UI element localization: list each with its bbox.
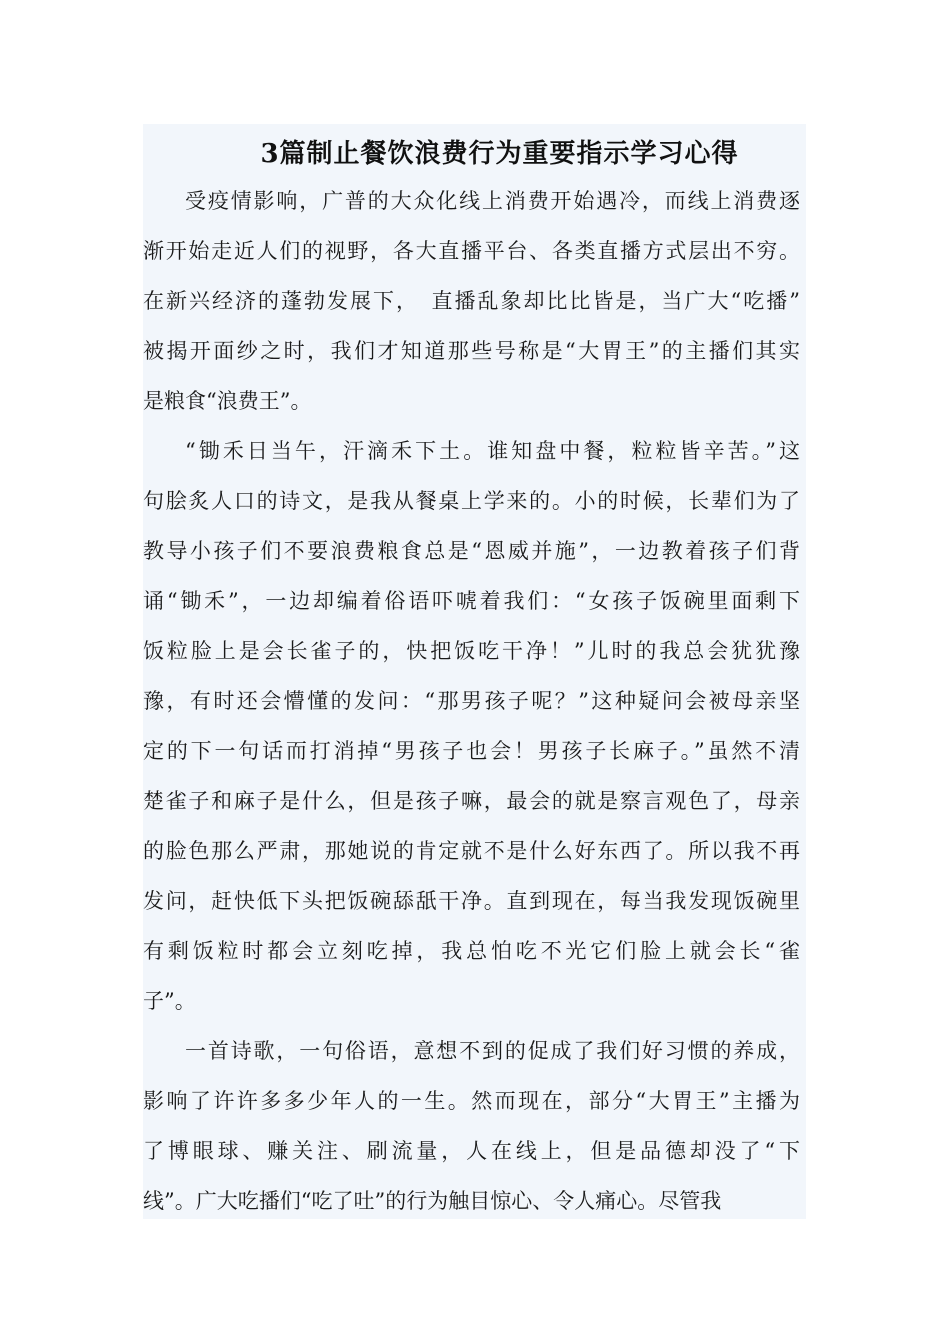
document-title: 3篇制止餐饮浪费行为重要指示学习心得 — [260, 139, 739, 169]
paragraph-line: 影响了许许多多少年人的一生。然而现在，部分“大胃王”主播为 — [143, 1089, 800, 1113]
paragraph-line: 一首诗歌，一句俗语，意想不到的促成了我们好习惯的养成， — [185, 1039, 800, 1063]
paragraph-line: 有剩饭粒时都会立刻吃掉，我总怕吃不光它们脸上就会长“雀 — [143, 939, 800, 963]
paragraph-line: 渐开始走近人们的视野，各大直播平台、各类直播方式层出不穷。 — [143, 239, 800, 263]
paragraph-line: 发问，赶快低下头把饭碗舔舐干净。直到现在，每当我发现饭碗里 — [143, 889, 800, 913]
paragraph-line: 被揭开面纱之时，我们才知道那些号称是“大胃王”的主播们其实 — [143, 339, 800, 363]
paragraph-line: 在新兴经济的蓬勃发展下， 直播乱象却比比皆是，当广大“吃播” — [143, 289, 800, 313]
paragraph-line: 句脍炙人口的诗文，是我从餐桌上学来的。小的时候，长辈们为了 — [143, 489, 800, 513]
paragraph-line: “锄禾日当午，汗滴禾下土。谁知盘中餐，粒粒皆辛苦。”这 — [185, 439, 800, 463]
paragraph — [143, 426, 806, 1026]
paragraph-line: 受疫情影响，广普的大众化线上消费开始遇冷，而线上消费逐 — [185, 189, 800, 213]
paragraph — [143, 1026, 806, 1219]
paragraph-line: 了博眼球、赚关注、刷流量，人在线上，但是品德却没了“下 — [143, 1139, 800, 1163]
paragraph-line: 豫，有时还会懵懂的发问：“那男孩子呢？”这种疑问会被母亲坚 — [143, 689, 800, 713]
paragraph-line: 饭粒脸上是会长雀子的，快把饭吃干净！”儿时的我总会犹犹豫 — [143, 639, 800, 663]
paragraph-line: 楚雀子和麻子是什么，但是孩子嘛，最会的就是察言观色了，母亲 — [143, 789, 800, 813]
paragraph-line: 的脸色那么严肃，那她说的肯定就不是什么好东西了。所以我不再 — [143, 839, 800, 863]
paragraph-line: 线”。广大吃播们“吃了吐”的行为触目惊心、令人痛心。尽管我 — [143, 1189, 722, 1213]
paragraph — [143, 176, 806, 426]
paragraph-line: 定的下一句话而打消掉“男孩子也会！男孩子长麻子。”虽然不清 — [143, 739, 800, 763]
paragraph-line: 是粮食“浪费王”。 — [143, 389, 312, 413]
paragraph-line: 教导小孩子们不要浪费粮食总是“恩威并施”，一边教着孩子们背 — [143, 539, 800, 563]
paragraph-line: 子”。 — [143, 989, 196, 1013]
document-body — [143, 176, 806, 1219]
paragraph-line: 诵“锄禾”，一边却编着俗语吓唬着我们：“女孩子饭碗里面剩下 — [143, 589, 800, 613]
document-text-block — [143, 124, 806, 1219]
